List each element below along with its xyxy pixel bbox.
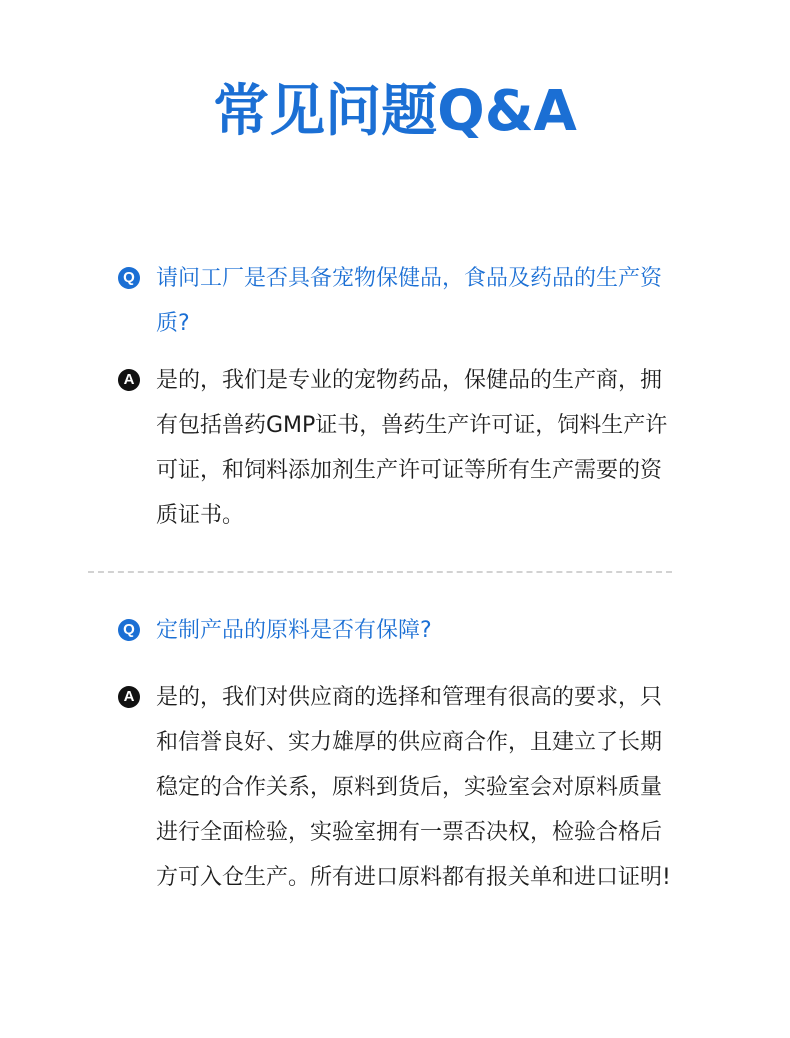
answer-row xyxy=(118,358,678,538)
question-row xyxy=(118,256,678,346)
question-row xyxy=(118,608,678,653)
q-badge-icon: Q xyxy=(118,619,140,641)
answer-text: 是的，我们是专业的宠物药品，保健品的生产商，拥有包括兽药GMP证书，兽药生产许可证，饲料生产许可证，和饲料添加剂生产许可证等所有生产需要的资质证书。 xyxy=(156,368,668,528)
a-badge-icon: A xyxy=(118,686,140,708)
question-text: 请问工厂是否具备宠物保健品，食品及药品的生产资质? xyxy=(156,266,663,336)
answer-row xyxy=(118,675,678,900)
qa-item xyxy=(118,608,678,900)
a-badge-icon: A xyxy=(118,369,140,391)
dashed-divider xyxy=(88,571,672,573)
answer-text: 是的，我们对供应商的选择和管理有很高的要求，只和信誉良好、实力雄厚的供应商合作，且建立了长期稳定的合作关系，原料到货后，实验室会对原料质量进行全面检验，实验室拥有一票否决权，检验合格后方可入仓生产。所有进口原料都有报关单和进口证明! xyxy=(156,685,671,890)
page-title: 常见问题Q&A xyxy=(213,79,577,144)
qa-item xyxy=(118,256,678,538)
q-badge-icon: Q xyxy=(118,267,140,289)
question-text: 定制产品的原料是否有保障? xyxy=(156,618,432,643)
